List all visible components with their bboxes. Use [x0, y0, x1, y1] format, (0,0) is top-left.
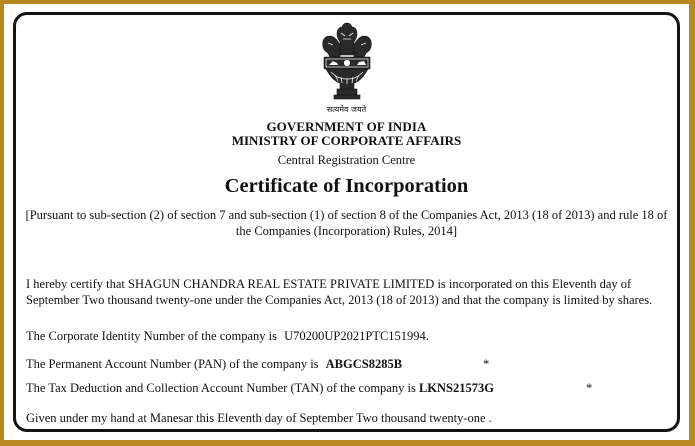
certificate-title: Certificate of Incorporation — [224, 175, 469, 197]
tan-value: LKNS21573G — [418, 381, 494, 395]
cin-label: The Corporate Identity Number of the company is — [26, 329, 277, 343]
certificate-border — [13, 12, 680, 432]
certification-statement: I hereby certify that SHAGUN CHANDRA REAL ESTATE PRIVATE LIMITED is incorporated on this Eleventh day of September Two thousand twenty-one under the Companies Act, 2013 (18 of 2013) and that the company is limited by shares. — [26, 277, 653, 307]
pan-asterisk: * — [483, 357, 490, 371]
pan-line — [26, 357, 676, 373]
given-under-hand: Given under my hand at Manesar this Eleventh day of September Two thousand twenty-one . — [26, 411, 492, 425]
cin-line — [26, 329, 676, 345]
certificate-page — [4, 4, 689, 440]
tan-label: The Tax Deduction and Collection Account Number (TAN) of the company is — [26, 381, 416, 395]
national-emblem-icon — [16, 19, 677, 105]
pan-label: The Permanent Account Number (PAN) of the company is — [26, 357, 319, 371]
pursuant-clause: [Pursuant to sub-section (2) of section 7 and sub-section (1) of section 8 of the Companies Act, 2013 (18 of 2013) and rule 18 of the Companies (Incorporation) Rules, 2014] — [25, 208, 668, 238]
tan-line — [26, 381, 676, 397]
tan-asterisk: * — [586, 381, 593, 395]
cin-value: U70200UP2021PTC151994. — [284, 329, 429, 343]
pan-value: ABGCS8285B — [325, 357, 403, 371]
ministry-title: MINISTRY OF CORPORATE AFFAIRS — [231, 133, 462, 148]
registration-centre: Central Registration Centre — [277, 153, 416, 167]
emblem-motto: सत्यमेव जयते — [326, 105, 367, 114]
government-title: GOVERNMENT OF INDIA — [266, 119, 427, 134]
